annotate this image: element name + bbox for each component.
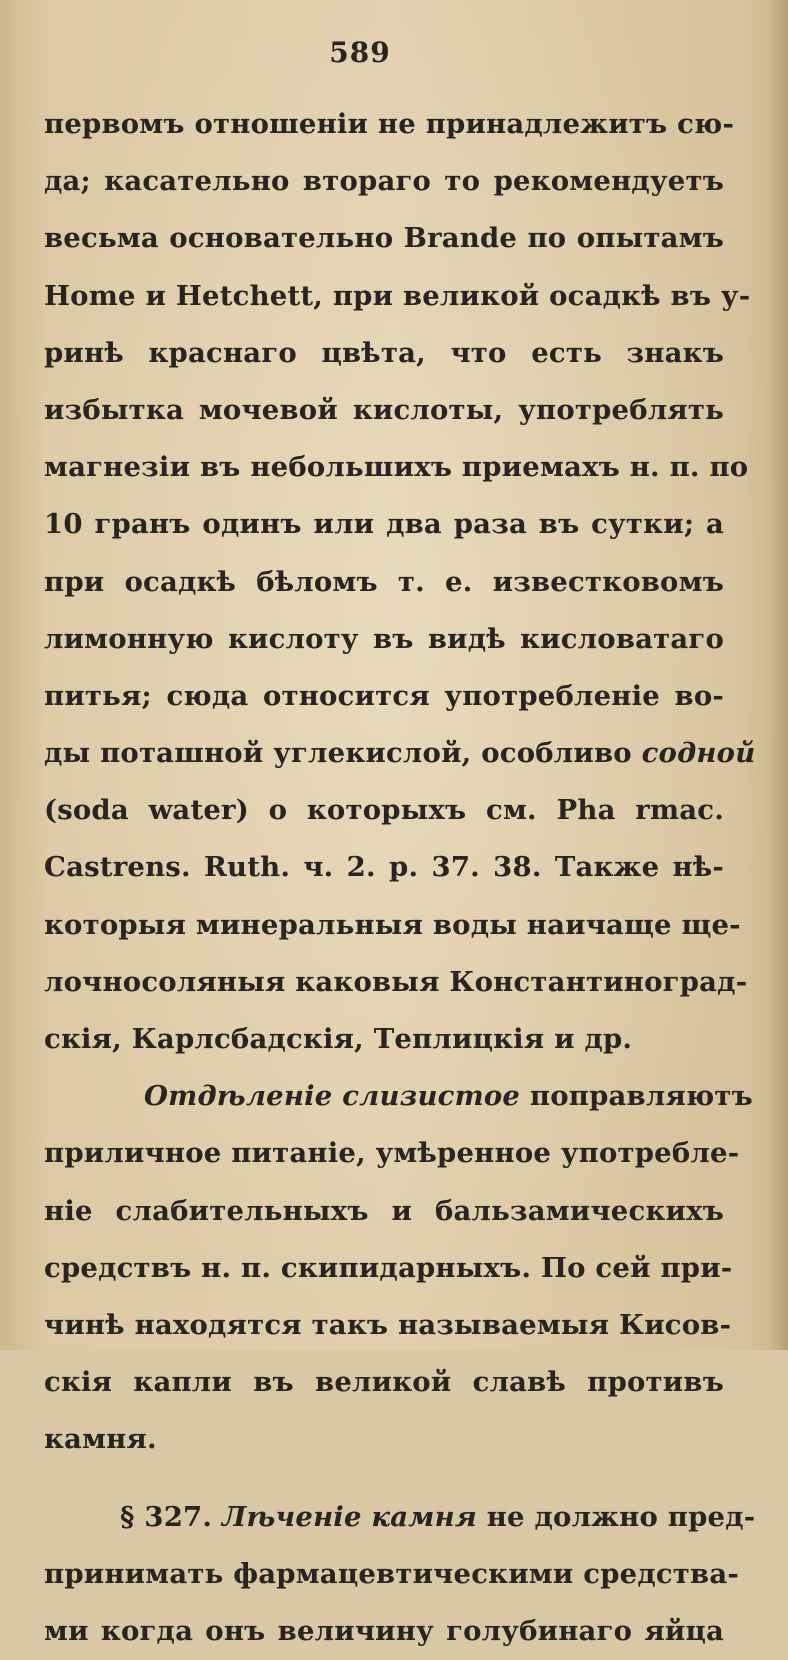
text-line: первомъ отношеніи не принадлежитъ сю- — [44, 108, 735, 140]
text-line: 10 гранъ одинъ или два раза въ сутки; а — [44, 508, 724, 541]
text-segment: не должно пред- — [476, 1500, 756, 1533]
page-number: 589 — [329, 36, 391, 69]
text-line: ніе слабительныхъ и бальзамическихъ — [44, 1194, 724, 1227]
text-line: (soda water) о которыхъ см. Pha rmac. — [44, 794, 724, 827]
text-segment: поправляютъ — [520, 1080, 753, 1113]
page-edge-shadow — [770, 0, 788, 1350]
italic-term: содной — [641, 737, 756, 770]
text-line: Home и Hetchett, при великой осадкѣ въ у- — [44, 279, 751, 312]
text-line: весьма основательно Brande по опытамъ — [44, 222, 724, 255]
text-line: Castrens. Ruth. ч. 2. р. 37. 38. Также нѣ- — [44, 851, 724, 884]
text-line: принимать фармацевтическими средства- — [44, 1557, 739, 1590]
text-line: да; касательно втораго то рекомендуетъ — [44, 165, 724, 198]
section-start — [44, 1489, 756, 1546]
text-line: чинѣ находятся такъ называемыя Кисов- — [44, 1308, 732, 1341]
text-line: ми когда онъ величину голубинаго яйца — [44, 1614, 724, 1647]
text-line: скія капли въ великой славѣ противъ — [44, 1366, 724, 1399]
text-segment: ды поташной углекислой, особливо — [44, 737, 642, 770]
text-line: камня. — [44, 1423, 157, 1456]
paragraph-start — [44, 1068, 753, 1125]
text-line: которыя минеральныя воды наичаще ще- — [44, 908, 741, 941]
italic-term: Отдѣленіе слизистое — [144, 1080, 521, 1113]
text-line: питья; сюда относится употребленіе во- — [44, 679, 724, 712]
text-line: средствъ н. п. скипидарныхъ. По сей при- — [44, 1251, 733, 1284]
text-line: избытка мочевой кислоты, употреблять — [44, 393, 724, 426]
text-line: скія, Карлсбадскія, Теплицкія и др. — [44, 1023, 633, 1055]
body-text — [44, 96, 756, 1660]
text-line-with-italic — [44, 725, 756, 782]
section-number: § 327. — [120, 1500, 222, 1533]
text-line: ринѣ краснаго цвѣта, что есть знакъ — [44, 336, 724, 369]
text-line: лочносоляныя каковыя Константиноград- — [44, 965, 748, 998]
italic-term: Лѣченіе камня — [221, 1500, 477, 1533]
text-line: при осадкѣ бѣломъ т. е. известковомъ — [44, 565, 724, 598]
text-line: приличное питаніе, умѣренное употребле- — [44, 1137, 740, 1170]
text-line: лимонную кислоту въ видѣ кисловатаго — [44, 622, 724, 655]
text-line: магнезіи въ небольшихъ приемахъ н. п. по — [44, 451, 749, 484]
